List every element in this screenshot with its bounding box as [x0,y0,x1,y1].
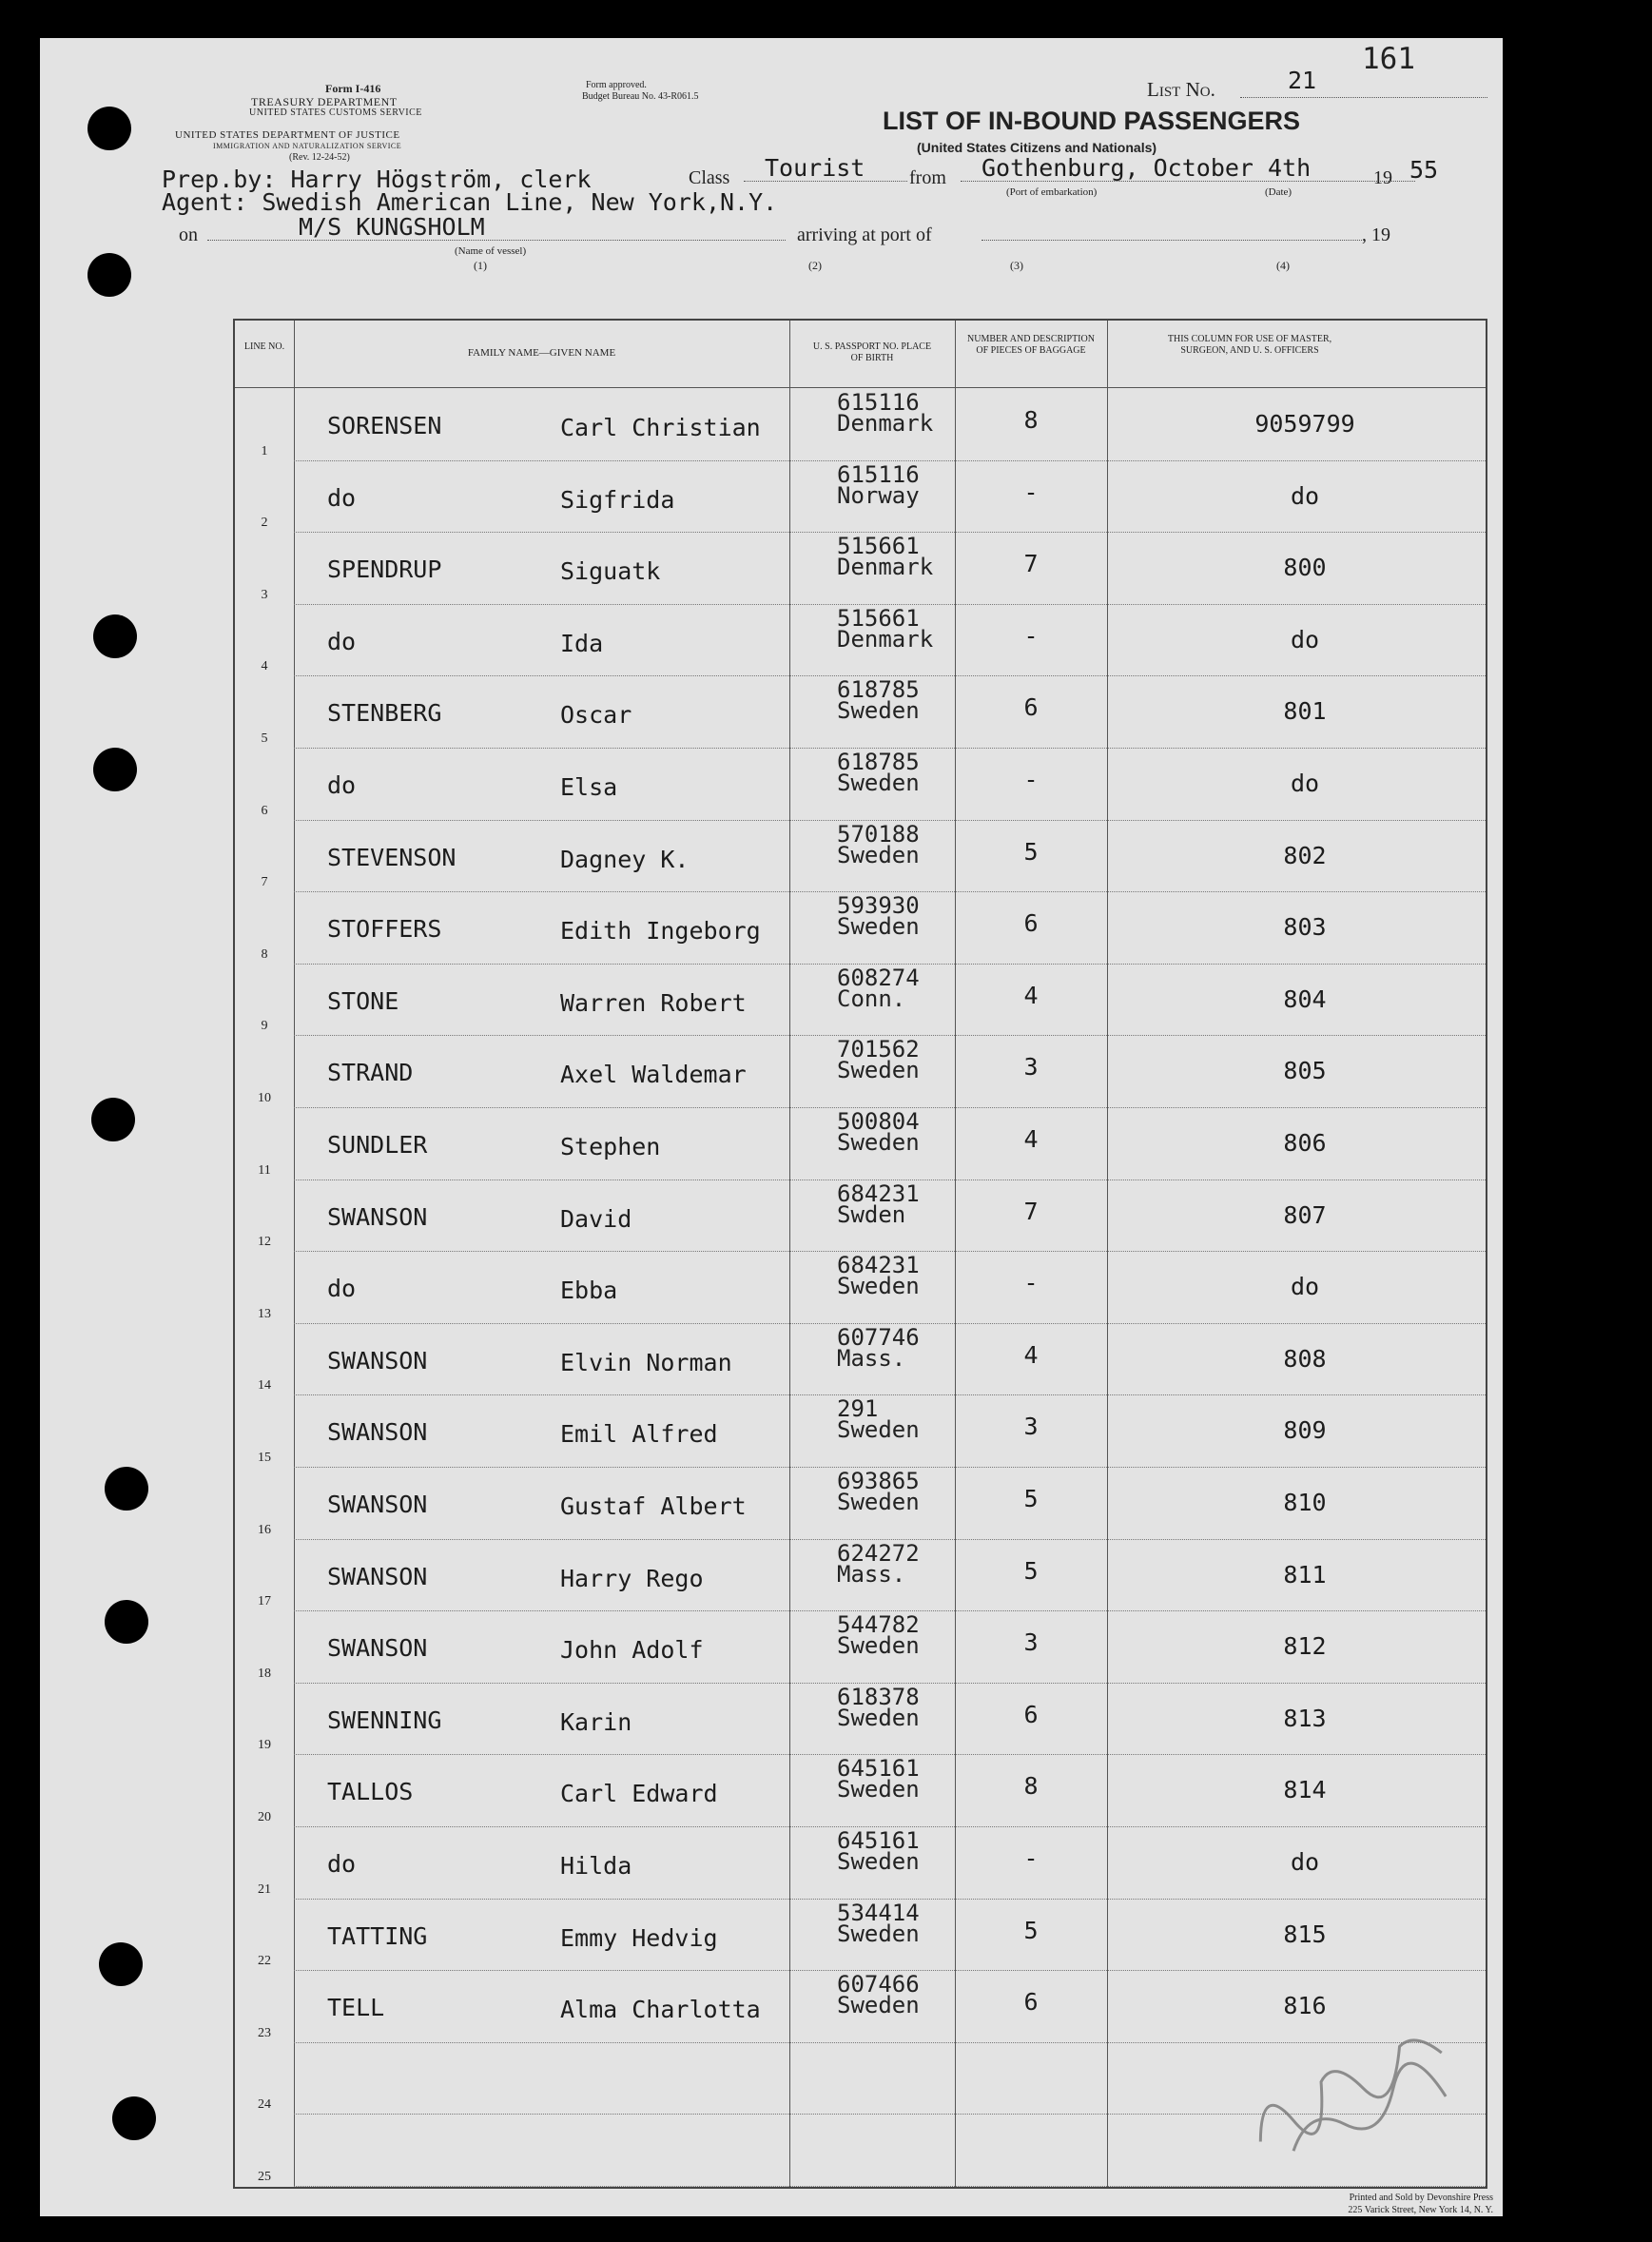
class-value: Tourist [765,154,865,182]
table-row [235,1611,1486,1684]
baggage-count: 5 [1023,1916,1039,1944]
punch-hole [87,107,131,150]
line-number: 22 [258,1954,271,1969]
baggage-count: 6 [1023,693,1039,722]
officer-code: do [1290,1848,1320,1876]
family-name: SWANSON [327,1418,428,1447]
table-row [235,1900,1486,1972]
line-number: 16 [258,1522,271,1537]
officer-code: 810 [1283,1489,1327,1516]
table-row [235,1684,1486,1756]
family-name: SWANSON [327,1202,428,1231]
table-row [235,461,1486,534]
given-name: Elvin Norman [560,1348,732,1376]
place-of-birth: Sweden [837,1489,920,1515]
table-row [235,389,1486,461]
family-name: STENBERG [327,699,442,728]
passport-number: 618785 [837,749,920,775]
family-name: TATTING [327,1921,428,1950]
place-of-birth: Sweden [837,1632,920,1660]
line-number: 23 [258,2025,271,2040]
punch-hole [91,1098,135,1141]
place-of-birth: Sweden [837,1704,920,1731]
printer-line-1: Printed and Sold by Devonshire Press [1349,2193,1493,2203]
line-number: 15 [258,1450,271,1465]
place-of-birth: Norway [837,481,920,509]
line-number: 11 [258,1162,271,1178]
place-of-birth: Mass. [837,1560,906,1588]
line-number: 4 [261,659,268,674]
row-divider [294,2186,1486,2187]
list-no-label: List No. [1147,78,1215,101]
officer-code: 804 [1283,985,1327,1013]
line-number: 9 [261,1019,268,1034]
baggage-count: 5 [1023,837,1039,866]
place-of-birth: Sweden [837,770,920,796]
line-number: 18 [258,1666,271,1681]
given-name: Warren Robert [560,988,747,1017]
passport-number: 618785 [837,676,920,704]
table-row [235,1395,1486,1468]
baggage-count: 4 [1023,1125,1039,1153]
place-of-birth: Sweden [837,1273,920,1300]
passport-number: 615116 [837,460,920,488]
line-number: 20 [258,1809,271,1824]
officer-code: 816 [1283,1992,1327,2020]
passport-number: 607466 [837,1971,920,1998]
given-name: Emil Alfred [560,1420,718,1449]
officer-code: 808 [1283,1344,1327,1373]
family-name: TELL [327,1994,385,2022]
passport-number: 615116 [837,389,920,416]
passport-number: 500804 [837,1108,920,1135]
officer-code: do [1290,625,1320,653]
given-name: Ida [560,629,604,657]
given-name: Alma Charlotta [560,1996,761,2024]
header-officers: THIS COLUMN FOR USE OF MASTER, SURGEON, AND U. S. OFFICERS [1167,334,1332,356]
baggage-count: - [1023,1844,1039,1872]
passport-number: 570188 [837,820,920,848]
line-number: 17 [258,1594,271,1609]
place-of-birth: Sweden [837,913,920,941]
line-number: 25 [258,2169,271,2184]
officer-code: 800 [1283,554,1327,582]
class-line [744,181,907,182]
revision: (Rev. 12-24-52) [289,152,350,163]
place-of-birth: Denmark [837,410,934,437]
given-name: Oscar [560,701,632,730]
family-name: SPENDRUP [327,556,442,584]
passport-number: 701562 [837,1036,920,1063]
table-row [235,1252,1486,1324]
given-name: Ebba [560,1277,618,1305]
punch-hole [105,1600,148,1644]
printer-credit [1134,2192,1493,2216]
table-row [235,1827,1486,1900]
family-name: do [327,1275,357,1303]
list-no-value: 21 [1288,67,1317,94]
family-name: SWANSON [327,1346,428,1374]
family-name: STEVENSON [327,843,457,871]
table-row [235,1468,1486,1540]
passport-number: 544782 [837,1611,920,1639]
form-number: Form I-416 [325,82,381,95]
baggage-count: 8 [1023,406,1039,434]
table-row [235,1036,1486,1108]
table-row [235,1971,1486,2043]
list-no-line [1240,97,1487,98]
passport-number: 645161 [837,1755,920,1783]
class-label: Class [689,167,730,188]
family-name: SORENSEN [327,412,442,439]
table-row [235,1540,1486,1612]
table-row [235,892,1486,965]
passport-number: 515661 [837,533,920,560]
passport-number: 291 [837,1395,879,1423]
officer-code: 815 [1283,1920,1327,1948]
passport-number: 515661 [837,604,920,632]
place-of-birth: Sweden [837,1057,920,1084]
line-number: 10 [258,1090,271,1105]
prep-by: Prep.by: Harry Högström, clerk [162,166,592,193]
port-caption: (Port of embarkation) [1006,186,1098,198]
family-name: do [327,627,357,655]
given-name: Stephen [560,1133,661,1160]
vessel-caption: (Name of vessel) [455,245,527,257]
given-name: Dagney K. [560,845,690,873]
ins-service: IMMIGRATION AND NATURALIZATION SERVICE [213,142,402,150]
given-name: Sigfrida [560,485,675,514]
officer-code: 807 [1283,1200,1327,1229]
given-name: Elsa [560,773,618,801]
from-line [961,181,1415,182]
vessel-line [207,240,786,241]
family-name: STONE [327,986,399,1015]
page-number: 161 [1362,42,1415,76]
given-name: Karin [560,1707,632,1736]
table-row [235,533,1486,605]
baggage-count: 6 [1023,909,1039,938]
from-value: Gothenburg, October 4th [981,154,1312,182]
baggage-count: 3 [1023,1053,1039,1082]
family-name: STOFFERS [327,915,442,944]
table-row [235,749,1486,821]
table-row [235,1755,1486,1827]
table-row [235,821,1486,893]
passport-number: 608274 [837,964,920,991]
given-name: Hilda [560,1852,632,1880]
line-number: 2 [261,516,268,531]
header-line-no: LINE NO. [243,341,285,352]
form-title: LIST OF IN-BOUND PASSENGERS [883,107,1301,135]
family-name: do [327,483,357,512]
treasury-dept: TREASURY DEPARTMENT [251,95,398,108]
arriving-line [981,240,1362,241]
passport-number: 684231 [837,1252,920,1279]
given-name: David [560,1204,632,1233]
header-name: FAMILY NAME—GIVEN NAME [467,347,616,359]
officer-code: 802 [1283,841,1327,869]
line-number: 7 [261,875,268,890]
place-of-birth: Sweden [837,1776,920,1803]
table-row [235,1108,1486,1180]
family-name: do [327,771,357,799]
year-value: 55 [1409,156,1439,184]
baggage-count: 6 [1023,1700,1039,1728]
passport-number: 624272 [837,1539,920,1567]
line-number: 3 [261,587,268,602]
given-name: Siguatk [560,557,661,586]
place-of-birth: Sweden [837,841,920,868]
baggage-count: 4 [1023,981,1039,1009]
form-subtitle: (United States Citizens and Nationals) [917,140,1157,155]
punch-hole [99,1942,143,1986]
header-divider [235,387,1486,388]
passport-number: 645161 [837,1827,920,1854]
line-number: 21 [258,1881,271,1897]
punch-hole [105,1467,148,1511]
place-of-birth: Conn. [837,985,906,1012]
header-passport: U. S. PASSPORT NO. PLACE OF BIRTH [812,341,932,363]
table-row [235,1324,1486,1396]
officer-code: 806 [1283,1129,1327,1157]
passport-number: 593930 [837,892,920,920]
punch-hole [112,2096,156,2140]
date-caption: (Date) [1265,186,1292,198]
baggage-count: 3 [1023,1413,1039,1441]
line-number: 14 [258,1378,271,1394]
col-index-2: (2) [808,259,822,272]
line-number: 24 [258,2097,271,2113]
officer-code: 9059799 [1254,410,1355,438]
given-name: Carl Edward [560,1780,718,1808]
col-index-4: (4) [1276,259,1290,272]
family-name: do [327,1850,357,1878]
place-of-birth: Denmark [837,625,934,653]
given-name: John Adolf [560,1636,704,1665]
family-name: STRAND [327,1059,414,1087]
baggage-count: - [1023,1269,1039,1297]
year-prefix: 19 [1373,167,1392,188]
printer-line-2: 225 Varick Street, New York 14, N. Y. [1348,2205,1493,2215]
baggage-count: 4 [1023,1340,1039,1369]
officer-code: 813 [1283,1704,1327,1732]
place-of-birth: Sweden [837,1416,920,1444]
line-number: 12 [258,1235,271,1250]
document-page [40,38,1503,2216]
family-name: SUNDLER [327,1131,428,1159]
officer-code: 801 [1283,697,1327,726]
place-of-birth: Sweden [837,697,920,725]
given-name: Gustaf Albert [560,1492,747,1520]
punch-hole [87,253,131,297]
col-index-1: (1) [474,259,487,272]
line-number: 6 [261,803,268,818]
officer-code: do [1290,770,1320,797]
place-of-birth: Mass. [837,1344,906,1372]
baggage-count: 6 [1023,1988,1039,2017]
place-of-birth: Swden [837,1200,906,1228]
baggage-count: 3 [1023,1628,1039,1657]
table-row [235,605,1486,677]
budget-bureau: Budget Bureau No. 43-R061.5 [582,91,699,102]
place-of-birth: Sweden [837,1992,920,2019]
given-name: Edith Ingeborg [560,917,761,946]
family-name: TALLOS [327,1778,414,1806]
col-index-3: (3) [1010,259,1023,272]
family-name: SWANSON [327,1634,428,1663]
line-number: 1 [261,443,268,458]
approval-note: Form approved. [586,80,647,90]
baggage-count: 7 [1023,1197,1039,1225]
officer-code: 812 [1283,1632,1327,1661]
line-number: 13 [258,1306,271,1321]
baggage-count: - [1023,766,1039,793]
line-number: 19 [258,1738,271,1753]
passport-number: 693865 [837,1468,920,1494]
place-of-birth: Sweden [837,1848,920,1875]
place-of-birth: Sweden [837,1920,920,1947]
table-row [235,1180,1486,1253]
baggage-count: - [1023,478,1039,506]
given-name: Carl Christian [560,414,761,441]
table-row [235,676,1486,749]
punch-hole [93,614,137,658]
passport-number: 534414 [837,1899,920,1926]
officer-code: 814 [1283,1776,1327,1804]
officer-code: do [1290,481,1320,510]
line-number: 8 [261,946,268,962]
passenger-table [233,319,1487,2189]
family-name: SWANSON [327,1491,428,1518]
given-name: Harry Rego [560,1564,704,1592]
on-label: on [179,224,198,245]
place-of-birth: Sweden [837,1129,920,1156]
baggage-count: - [1023,621,1039,650]
justice-dept: UNITED STATES DEPARTMENT OF JUSTICE [175,129,400,141]
family-name: SWENNING [327,1706,442,1734]
arriving-year: , 19 [1362,224,1390,245]
place-of-birth: Denmark [837,554,934,581]
officer-code: 811 [1283,1560,1327,1589]
punch-hole [93,748,137,791]
given-name: Emmy Hedvig [560,1923,718,1952]
baggage-count: 5 [1023,1485,1039,1512]
passport-number: 607746 [837,1323,920,1351]
officer-code: do [1290,1273,1320,1301]
from-label: from [909,167,946,188]
passport-number: 684231 [837,1179,920,1207]
header-baggage: NUMBER AND DESCRIPTION OF PIECES OF BAGGAGE [967,334,1095,356]
officer-code: 803 [1283,913,1327,942]
baggage-count: 8 [1023,1772,1039,1801]
arriving-label: arriving at port of [797,224,932,245]
family-name: SWANSON [327,1562,428,1590]
passport-number: 618378 [837,1683,920,1710]
given-name: Axel Waldemar [560,1061,747,1089]
officer-code: 809 [1283,1416,1327,1445]
officer-code: 805 [1283,1057,1327,1085]
agent: Agent: Swedish American Line, New York,N.Y. [162,188,778,216]
baggage-count: 5 [1023,1556,1039,1585]
table-row [235,965,1486,1037]
vessel-name: M/S KUNGSHOLM [299,213,485,241]
line-number: 5 [261,731,268,746]
baggage-count: 7 [1023,550,1039,578]
customs-service: UNITED STATES CUSTOMS SERVICE [249,107,422,118]
